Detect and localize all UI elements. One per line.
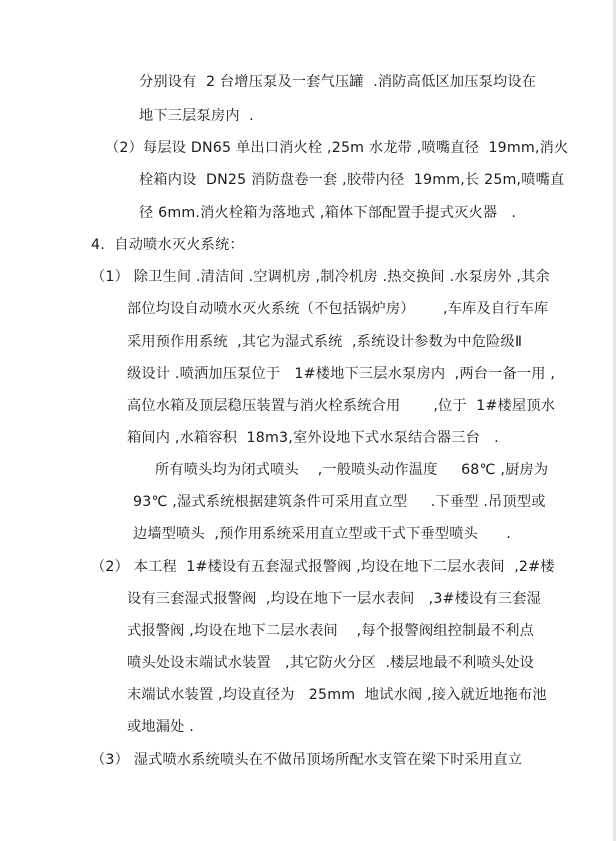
text-line: （3） 湿式喷水系统喷头在不做吊顶场所配水支管在梁下时采用直立: [91, 752, 523, 768]
text-line: 末端试水装置 ,均设直径为 25mm 地试水阀 ,接入就近地拖布池: [127, 687, 547, 703]
text-line: （2） 本工程 1#楼设有五套湿式报警阀 ,均设在地下二层水表间 ,2#楼: [91, 559, 555, 575]
text-line: 设有三套湿式报警阀 ,均设在地下一层水表间 ,3#楼设有三套湿: [127, 591, 541, 607]
text-line: 喷头处设末端试水装置 ,其它防火分区 .楼层地最不利喷头处设: [127, 655, 535, 671]
text-line: 箱间内 ,水箱容积 18m3,室外设地下式水泵结合器三台 .: [127, 430, 499, 446]
text-line: 部位均设自动喷水灭火系统（不包括锅炉房） ,车库及自行车库: [127, 301, 549, 317]
text-line: 地下三层泵房内 .: [139, 108, 254, 124]
text-line: 高位水箱及顶层稳压装置与消火栓系统合用 ,位于 1#楼屋顶水: [127, 398, 556, 414]
section-heading: 4. 自动喷水灭火系统：: [91, 237, 244, 253]
text-line: 采用预作用系统 ,其它为湿式系统 ,系统设计参数为中危险级Ⅱ: [127, 334, 523, 350]
text-line: 边墙型喷头 ,预作用系统采用直立型或干式下垂型喷头 .: [133, 526, 512, 542]
text-line: 栓箱内设 DN25 消防盘卷一套 ,胶带内径 19mm,长 25m,喷嘴直: [139, 172, 565, 188]
text-line: （2）每层设 DN65 单出口消火栓 ,25m 水龙带 ,喷嘴直径 19mm,消火: [105, 140, 569, 156]
text-line: 径 6mm.消火栓箱为落地式 ,箱体下部配置手提式灭火器 .: [139, 205, 517, 221]
text-line: 93℃ ,湿式系统根据建筑条件可采用直立型 .下垂型 .吊顶型或: [133, 494, 546, 510]
text-line: 所有喷头均为闭式喷头 ,一般喷头动作温度 68℃ ,厨房为: [155, 462, 549, 478]
text-line: 分别设有 2 台增压泵及一套气压罐 .消防高低区加压泵均设在: [139, 74, 537, 90]
text-line: （1） 除卫生间 .清洁间 .空调机房 ,制冷机房 .热交换间 .水泵房外 ,其余: [91, 269, 550, 285]
text-line: 级设计 .喷洒加压泵位于 1#楼地下三层水泵房内 ,两台一备一用 ,: [127, 366, 556, 382]
text-line: 或地漏处 .: [127, 719, 194, 735]
text-line: 式报警阀 ,均设在地下二层水表间 ,每个报警阀组控制最不利点: [127, 623, 535, 639]
